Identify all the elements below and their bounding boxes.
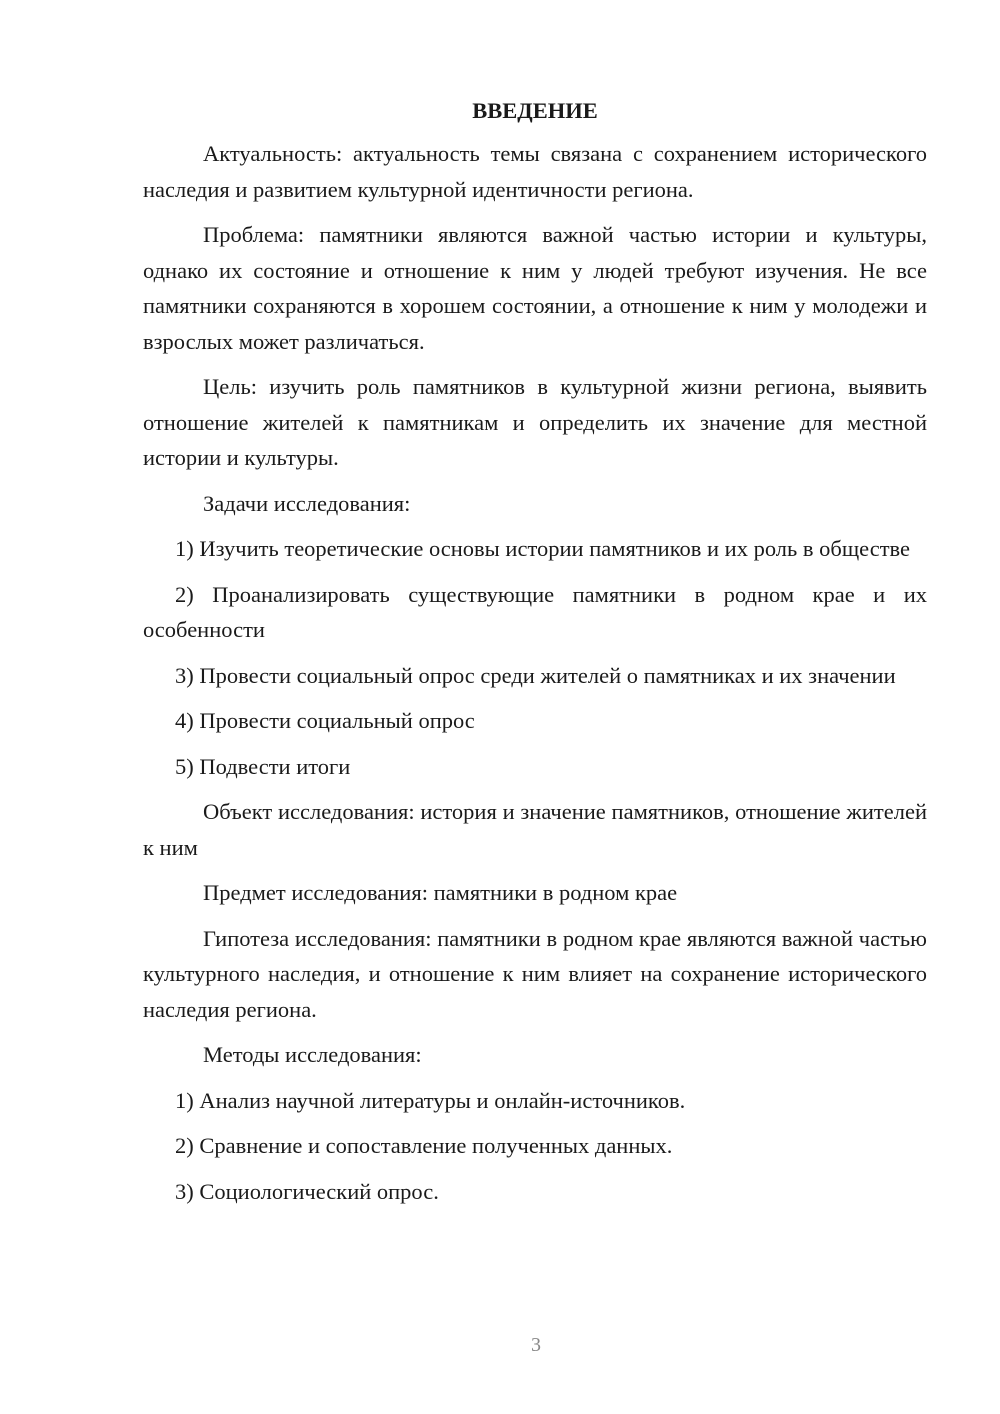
relevance-paragraph: Актуальность: актуальность темы связана с сохранением исторического наследия и развитием культурной идентичности региона. — [143, 141, 927, 202]
task-item: 5) Подвести итоги — [175, 753, 351, 779]
method-item: 2) Сравнение и сопоставление полученных данных. — [175, 1133, 673, 1158]
methods-heading: Методы исследования: — [203, 1042, 422, 1067]
method-item: 3) Социологический опрос. — [175, 1178, 439, 1204]
task-item: 3) Провести социальный опрос среди жителей о памятниках и их значении — [175, 662, 896, 688]
task-item: 1) Изучить теоретические основы истории памятников и их роль в обществе — [175, 536, 911, 561]
tasks-heading: Задачи исследования: — [203, 490, 411, 516]
document-page — [143, 96, 927, 1219]
page-number: 3 — [531, 1334, 541, 1356]
method-item: 1) Анализ научной литературы и онлайн-источников. — [175, 1087, 686, 1113]
object-paragraph: Объект исследования: история и значение памятников, отношение жителей к ним — [143, 799, 927, 860]
goal-paragraph: Цель: изучить роль памятников в культурной жизни региона, выявить отношение жителей к памятникам и определить их значение для местной истории и культуры. — [143, 374, 927, 470]
task-item: 4) Провести социальный опрос — [175, 708, 475, 733]
subject-paragraph: Предмет исследования: памятники в родном крае — [203, 880, 678, 905]
task-item: 2) Проанализировать существующие памятники в родном крае и их особенности — [143, 581, 927, 642]
hypothesis-paragraph: Гипотеза исследования: памятники в родном крае являются важной частью культурного наследия, и отношение к ним влияет на сохранение исторического наследия региона. — [143, 925, 927, 1022]
problem-paragraph: Проблема: памятники являются важной частью истории и культуры, однако их состояние и отношение к ним у людей требуют изучения. Не все памятники сохраняются в хорошем состоянии, а отношение к ним у молодежи и взрослых может различаться. — [143, 222, 927, 354]
section-title: ВВЕДЕНИЕ — [472, 98, 598, 123]
